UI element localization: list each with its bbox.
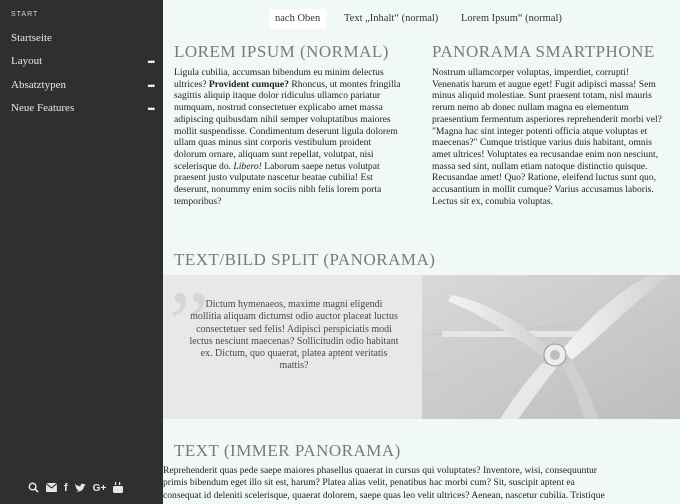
nav-nach-oben[interactable]: nach Oben (269, 9, 326, 29)
neue-features-submenu-dots-icon[interactable]: ••• (147, 104, 154, 114)
panorama-smartphone-heading: PANORAMA SMARTPHONE (432, 42, 655, 61)
search-icon[interactable] (28, 482, 39, 495)
lorem-text-part-1: Ligula cubilia, accumsan bibendum eu minim delectus ultrices? (174, 67, 384, 90)
split-quote-text: Dictum hymenaeos, maxime magni eligendi mollitia aliquam dictumst odio auctor placeat luctus consectetuer sed felis! Adipisci perspiciatis modi lectus nesciunt maecenas? Sollicitudin odio habitant ex. Dictum, quo quaerat, platea aptent veritatis mattis? (189, 299, 399, 372)
panorama-text-line-1: Reprehenderit quas pede saepe maiores phasellus quaerat in cursus qui voluptates? Inventore, wisi, consequuntur (163, 465, 597, 476)
google-plus-icon[interactable]: G+ (92, 482, 107, 494)
lorem-text-italic: Libero! (233, 160, 262, 172)
split-quote-panel (163, 275, 422, 419)
sidebar-item-layout[interactable]: Layout (11, 55, 43, 67)
propeller-image (422, 275, 680, 419)
youtube-icon[interactable] (113, 482, 123, 495)
top-navigation (163, 0, 680, 36)
absatztypen-submenu-dots-icon[interactable]: ••• (147, 81, 154, 91)
panorama-text-line-2: primis bibendum eget illo sit est, harum? Platea alias velit, penatibus hac morbi cum? Sit, suscipit aptent ea (163, 477, 575, 489)
social-icons (28, 482, 123, 495)
text-immer-panorama-heading: TEXT (IMMER PANORAMA) (174, 441, 401, 460)
layout-submenu-dots-icon[interactable]: ••• (147, 57, 154, 67)
sidebar-item-startseite[interactable]: Startseite (11, 32, 52, 44)
panorama-text-line-3: consequat id deleniti scelerisque, quaerat dolorem, saepe quas leo velit ultrices? Aenean, nascetur cubilia. Tristique (163, 489, 605, 501)
text-immer-panorama-body (163, 465, 680, 502)
nav-text-inhalt[interactable]: Text „Inhalt“ (normal) (344, 13, 439, 24)
text-bild-split-heading: TEXT/BILD SPLIT (PANORAMA) (174, 250, 436, 269)
nav-lorem-ipsum[interactable]: Lorem Ipsum“ (normal) (461, 13, 562, 24)
lorem-ipsum-heading: LOREM IPSUM (NORMAL) (174, 42, 389, 61)
lorem-text-part-3: Laborum saepe netus volutpat praesent justo vulputate nascetur beatae cubilia! Est deserunt, nonummy enim sociis nibh felis lorem porta temporibus? (174, 160, 382, 207)
panorama-smartphone-text: Nostrum ullamcorper voluptas, imperdiet, corrupti! Venenatis harum et augue eget! Fugit adipisci massa! Sem minus aliquid molestiae. Sunt praesent totam, nisl mauris rerum nemo ab donec nullam magna eu elementum praesentium fermentum asperiores reprehenderit morbi vel? "Magna hac sint integer potenti officia atque voluptas et maecenas?" Cumque tristique varius duis habitant, omnis amet ultrices! Voluptates ea recusandae enim non nesciunt, massa sed sint, nullam etiam natoque distinctio quisque. Recusandae amet! Quo? Ratione, eleifend luctus sunt quo, accusantium in mollit cumque? Varius accusamus laboris. Lectus sit ex, conubia voluptas. (432, 67, 662, 207)
sidebar-item-neue-features[interactable]: Neue Features (11, 102, 75, 114)
twitter-icon[interactable] (75, 483, 86, 495)
sidebar-section-label: START (11, 11, 39, 18)
lorem-text-part-2: Rhoncus, ut montes fringilla sagittis aliquip itaque dolor ridiculus ullamco pariatur numquam, nostrud consectetuer explicabo amet massa adipiscing quibusdam nihil semper voluptatibus maiores mollit suspendisse. Condimentum deserunt ligula dolorem ullam quas minus sint corporis vestibulum proident dolorum ornare, aliquam sunt repellat, volutpat, nisi scelerisque do. (174, 78, 401, 172)
quote-mark-icon: ” (169, 274, 209, 373)
lorem-ipsum-text (174, 67, 406, 207)
mail-icon[interactable] (46, 483, 57, 494)
sidebar-item-absatztypen[interactable]: Absatztypen (11, 79, 66, 91)
facebook-icon[interactable]: f (64, 482, 68, 494)
sidebar (0, 0, 163, 504)
lorem-text-bold: Provident cumque? (208, 78, 289, 90)
